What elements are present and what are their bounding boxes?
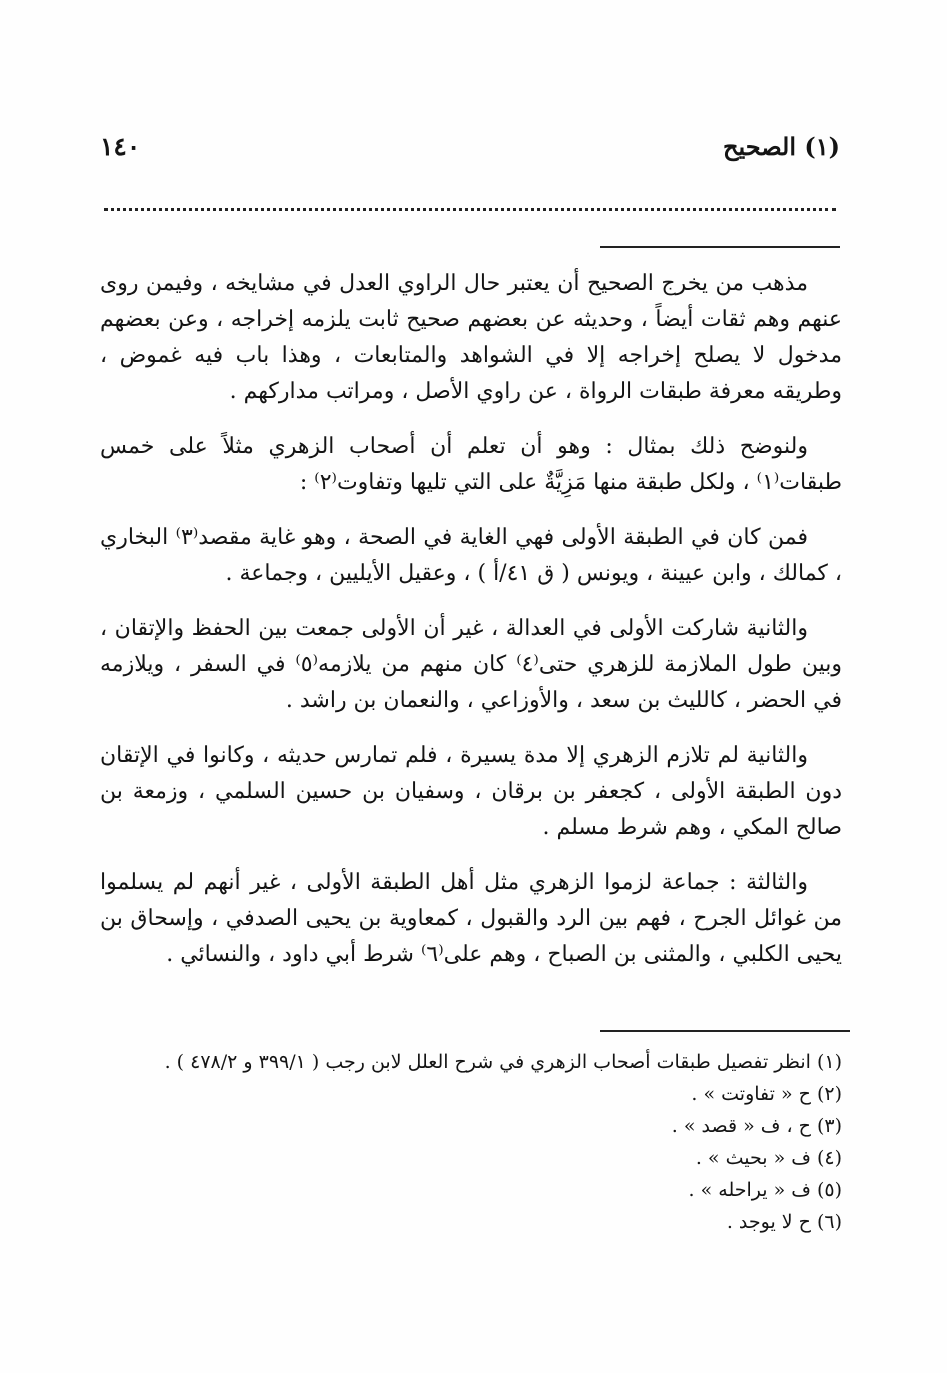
page-number: ١٤٠	[100, 132, 141, 161]
footnote	[100, 1110, 842, 1142]
footnote-divider	[600, 1030, 850, 1032]
footnote-number: (٥)	[816, 1179, 842, 1201]
footnote	[100, 1174, 842, 1206]
footnote-text: ح « تفاوتت » .	[691, 1083, 811, 1105]
footnote	[100, 1206, 842, 1238]
paragraph: والثالثة : جماعة لزموا الزهري مثل أهل الطبقة الأولى ، غير أنهم لم يسلموا من غوائل الجرح ، فهم بين الرد والقبول ، كمعاوية بن يحيى الصدفي ، وإسحاق بن يحيى الكلبي ، والمثنى بن الصباح ، وهم على⁽٦⁾ شرط أبي داود ، والنسائي .	[100, 870, 842, 967]
footnote-number: (٤)	[816, 1147, 842, 1169]
paragraph: مذهب من يخرج الصحيح أن يعتبر حال الراوي العدل في مشايخه ، وفيمن روى عنهم وهم ثقات أيضاً ، وحديثه عن بعضهم صحيح ثابت يلزمه إخراجه ، وعن بعضهم مدخول لا يصلح إخراجه إلا في الشواهد والمتابعات ، وهذا باب فيه غموض ، وطريقه معرفة طبقات الرواة ، عن راوي الأصل ، ومراتب مداركهم .	[100, 271, 842, 404]
footnote-number: (١)	[816, 1051, 842, 1073]
footnote	[100, 1142, 842, 1174]
paragraph: والثانية شاركت الأولى في العدالة ، غير أن الأولى جمعت بين الحفظ والإتقان ، وبين طول الملازمة للزهري حتى⁽٤⁾ كان منهم من يلازمه⁽٥⁾ في السفر ، ويلازمه في الحضر ، كالليث بن سعد ، والأوزاعي ، والنعمان بن راشد .	[100, 616, 842, 713]
footnote-text: ف « يراحله » .	[688, 1179, 811, 1201]
footnote-number: (٣)	[816, 1115, 842, 1137]
main-text	[100, 266, 842, 973]
paragraph: فمن كان في الطبقة الأولى فهي الغاية في الصحة ، وهو غاية مقصد⁽٣⁾ البخاري ، كمالك ، وابن عيينة ، ويونس ( ق ٤١/أ ) ، وعقيل الأيليين ، وجماعة .	[100, 525, 842, 586]
header-dotted-divider	[104, 208, 836, 211]
footnote-number: (٢)	[816, 1083, 842, 1105]
paragraph: ولنوضح ذلك بمثال : وهو أن تعلم أن أصحاب الزهري مثلاً على خمس طبقات⁽١⁾ ، ولكل طبقة منها مَزِيَّةٌ على التي تليها وتفاوت⁽٢⁾ :	[100, 434, 842, 495]
footnote	[100, 1046, 842, 1078]
footnote-text: انظر تفصيل طبقات أصحاب الزهري في شرح العلل لابن رجب ( ٣٩٩/١ و ٤٧٨/٢ ) .	[164, 1051, 811, 1073]
footnote	[100, 1078, 842, 1110]
footnote-text: ف « بحيث » .	[695, 1147, 811, 1169]
header-short-divider	[600, 246, 840, 248]
chapter-title: (١) الصحيح	[723, 132, 840, 161]
running-header	[100, 132, 840, 176]
footnote-number: (٦)	[816, 1211, 842, 1233]
footnote-text: ح لا يوجد .	[726, 1211, 811, 1233]
footnotes	[100, 1046, 842, 1238]
paragraph: والثانية لم تلازم الزهري إلا مدة يسيرة ، فلم تمارس حديثه ، وكانوا في الإتقان دون الطبقة الأولى ، كجعفر بن برقان ، وسفيان بن حسين السلمي ، وزمعة بن صالح المكي ، وهم شرط مسلم .	[100, 743, 842, 840]
footnote-text: ح ، ف « قصد » .	[671, 1115, 811, 1137]
